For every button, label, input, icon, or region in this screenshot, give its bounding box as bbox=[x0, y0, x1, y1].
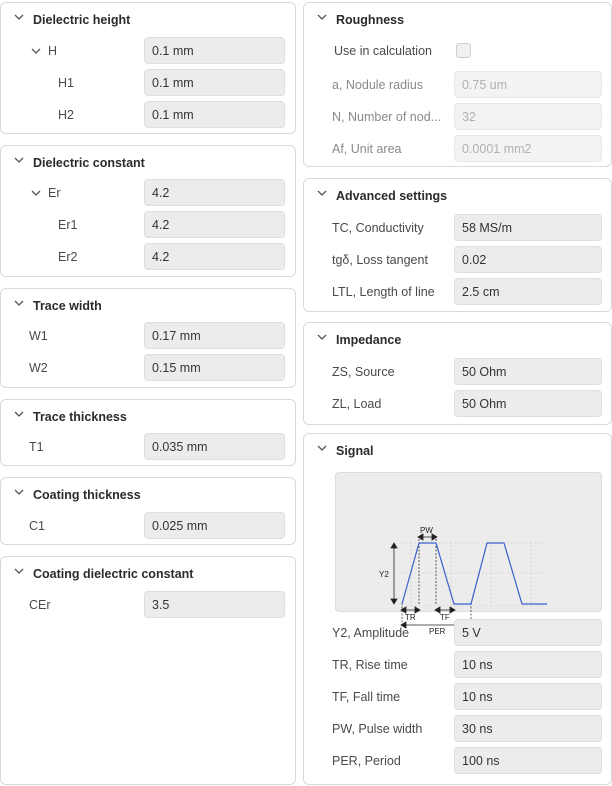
row-fall-time bbox=[304, 683, 611, 711]
chevron-down-icon[interactable] bbox=[14, 157, 24, 163]
row-h2 bbox=[1, 101, 295, 129]
panel-title: Dielectric constant bbox=[33, 156, 145, 170]
panel-title: Dielectric height bbox=[33, 13, 131, 27]
field-label: PER, Period bbox=[332, 754, 401, 768]
er2-input[interactable]: 4.2 bbox=[144, 243, 285, 270]
y2-label: Y2 bbox=[379, 570, 389, 579]
row-loss-tangent bbox=[304, 246, 611, 274]
panel-dielectric-constant bbox=[0, 145, 296, 277]
row-conductivity bbox=[304, 214, 611, 242]
chevron-down-icon[interactable] bbox=[317, 14, 327, 20]
h2-input[interactable]: 0.1 mm bbox=[144, 101, 285, 128]
row-w1 bbox=[1, 322, 295, 350]
panel-advanced-settings bbox=[303, 178, 612, 312]
field-label: H2 bbox=[58, 108, 74, 122]
panel-coating-thickness bbox=[0, 477, 296, 545]
field-label: ZL, Load bbox=[332, 397, 382, 411]
panel-header[interactable] bbox=[1, 146, 295, 174]
panel-trace-thickness bbox=[0, 399, 296, 466]
unit-area-input[interactable]: 0.0001 mm2 bbox=[454, 135, 602, 162]
field-label: T1 bbox=[29, 440, 44, 454]
er1-input[interactable]: 4.2 bbox=[144, 211, 285, 238]
panel-header[interactable] bbox=[1, 3, 295, 31]
field-label: Y2, Amplitude bbox=[332, 626, 410, 640]
field-label: TR, Rise time bbox=[332, 658, 408, 672]
length-of-line-input[interactable]: 2.5 cm bbox=[454, 278, 602, 305]
rise-time-input[interactable]: 10 ns bbox=[454, 651, 602, 678]
row-load bbox=[304, 390, 611, 418]
chevron-down-icon[interactable] bbox=[14, 300, 24, 306]
h-input[interactable]: 0.1 mm bbox=[144, 37, 285, 64]
row-c1 bbox=[1, 512, 295, 540]
row-nodule-radius bbox=[304, 71, 611, 99]
panel-impedance bbox=[303, 322, 612, 425]
row-w2 bbox=[1, 354, 295, 382]
panel-coating-dielectric-constant bbox=[0, 556, 296, 785]
row-h1 bbox=[1, 69, 295, 97]
diagram-grid bbox=[402, 541, 547, 606]
panel-header[interactable] bbox=[304, 434, 611, 462]
chevron-down-icon[interactable] bbox=[14, 411, 24, 417]
chevron-down-icon[interactable] bbox=[31, 190, 41, 196]
panel-title: Coating dielectric constant bbox=[33, 567, 194, 581]
panel-title: Impedance bbox=[336, 333, 402, 347]
panel-title: Signal bbox=[336, 444, 374, 458]
panel-header[interactable] bbox=[304, 179, 611, 207]
field-label: H1 bbox=[58, 76, 74, 90]
row-rise-time bbox=[304, 651, 611, 679]
field-label: Er2 bbox=[58, 250, 78, 264]
group-row-h bbox=[1, 37, 295, 65]
panel-header[interactable] bbox=[1, 400, 295, 428]
field-label: TC, Conductivity bbox=[332, 221, 424, 235]
field-label: ZS, Source bbox=[332, 365, 395, 379]
field-label: LTL, Length of line bbox=[332, 285, 435, 299]
panel-title: Coating thickness bbox=[33, 488, 141, 502]
tf-label: TF bbox=[440, 613, 450, 622]
row-pulse-width bbox=[304, 715, 611, 743]
number-of-nodules-input[interactable]: 32 bbox=[454, 103, 602, 130]
field-label: Use in calculation bbox=[334, 44, 432, 58]
row-unit-area bbox=[304, 135, 611, 163]
field-label: Er bbox=[48, 186, 61, 200]
chevron-down-icon[interactable] bbox=[317, 445, 327, 451]
w2-input[interactable]: 0.15 mm bbox=[144, 354, 285, 381]
chevron-down-icon[interactable] bbox=[317, 334, 327, 340]
loss-tangent-input[interactable]: 0.02 bbox=[454, 246, 602, 273]
c1-input[interactable]: 0.025 mm bbox=[144, 512, 285, 539]
pulse-width-input[interactable]: 30 ns bbox=[454, 715, 602, 742]
tr-label: TR bbox=[405, 613, 416, 622]
field-label: Er1 bbox=[58, 218, 78, 232]
group-row-er bbox=[1, 179, 295, 207]
field-label: W2 bbox=[29, 361, 48, 375]
panel-title: Roughness bbox=[336, 13, 405, 27]
panel-title: Trace width bbox=[33, 299, 102, 313]
row-period bbox=[304, 747, 611, 775]
field-label: a, Nodule radius bbox=[332, 78, 424, 92]
t1-input[interactable]: 0.035 mm bbox=[144, 433, 285, 460]
chevron-down-icon[interactable] bbox=[317, 190, 327, 196]
pulse-line bbox=[402, 543, 547, 604]
panel-signal bbox=[303, 433, 612, 785]
field-label: N, Number of nod... bbox=[332, 110, 442, 124]
panel-header[interactable] bbox=[1, 478, 295, 506]
panel-header[interactable] bbox=[1, 289, 295, 317]
load-impedance-input[interactable]: 50 Ohm bbox=[454, 390, 602, 417]
source-impedance-input[interactable]: 50 Ohm bbox=[454, 358, 602, 385]
chevron-down-icon[interactable] bbox=[14, 568, 24, 574]
field-label: H bbox=[48, 44, 58, 58]
row-cer bbox=[1, 591, 295, 619]
row-source bbox=[304, 358, 611, 386]
er-input[interactable]: 4.2 bbox=[144, 179, 285, 206]
panel-header[interactable] bbox=[304, 3, 611, 31]
per-label: PER bbox=[429, 627, 446, 636]
panel-title: Trace thickness bbox=[33, 410, 127, 424]
field-label: CEr bbox=[29, 598, 51, 612]
cer-input[interactable]: 3.5 bbox=[144, 591, 285, 618]
row-use-in-calculation bbox=[304, 37, 611, 65]
y2-arrow bbox=[391, 543, 397, 604]
use-in-calculation-checkbox[interactable] bbox=[456, 43, 471, 58]
field-label: C1 bbox=[29, 519, 45, 533]
field-label: W1 bbox=[29, 329, 48, 343]
chevron-down-icon[interactable] bbox=[31, 48, 41, 54]
fall-time-input[interactable]: 10 ns bbox=[454, 683, 602, 710]
chevron-down-icon[interactable] bbox=[14, 14, 24, 20]
row-er1 bbox=[1, 211, 295, 239]
field-label: tgδ, Loss tangent bbox=[332, 253, 428, 267]
chevron-down-icon[interactable] bbox=[14, 489, 24, 495]
field-label: PW, Pulse width bbox=[332, 722, 423, 736]
row-er2 bbox=[1, 243, 295, 271]
row-length-of-line bbox=[304, 278, 611, 306]
panel-roughness bbox=[303, 2, 612, 167]
period-input[interactable]: 100 ns bbox=[454, 747, 602, 774]
row-number-of-nodules bbox=[304, 103, 611, 131]
amplitude-input[interactable]: 5 V bbox=[454, 619, 602, 646]
pw-label: PW bbox=[420, 526, 433, 535]
panel-title: Advanced settings bbox=[336, 189, 448, 203]
panel-trace-width bbox=[0, 288, 296, 388]
field-label: TF, Fall time bbox=[332, 690, 401, 704]
h1-input[interactable]: 0.1 mm bbox=[144, 69, 285, 96]
panel-header[interactable] bbox=[1, 557, 295, 585]
conductivity-input[interactable]: 58 MS/m bbox=[454, 214, 602, 241]
panel-header[interactable] bbox=[304, 323, 611, 351]
field-label: Af, Unit area bbox=[332, 142, 402, 156]
w1-input[interactable]: 0.17 mm bbox=[144, 322, 285, 349]
row-amplitude bbox=[304, 619, 611, 647]
nodule-radius-input[interactable]: 0.75 um bbox=[454, 71, 602, 98]
row-t1 bbox=[1, 433, 295, 461]
panel-dielectric-height bbox=[0, 2, 296, 134]
